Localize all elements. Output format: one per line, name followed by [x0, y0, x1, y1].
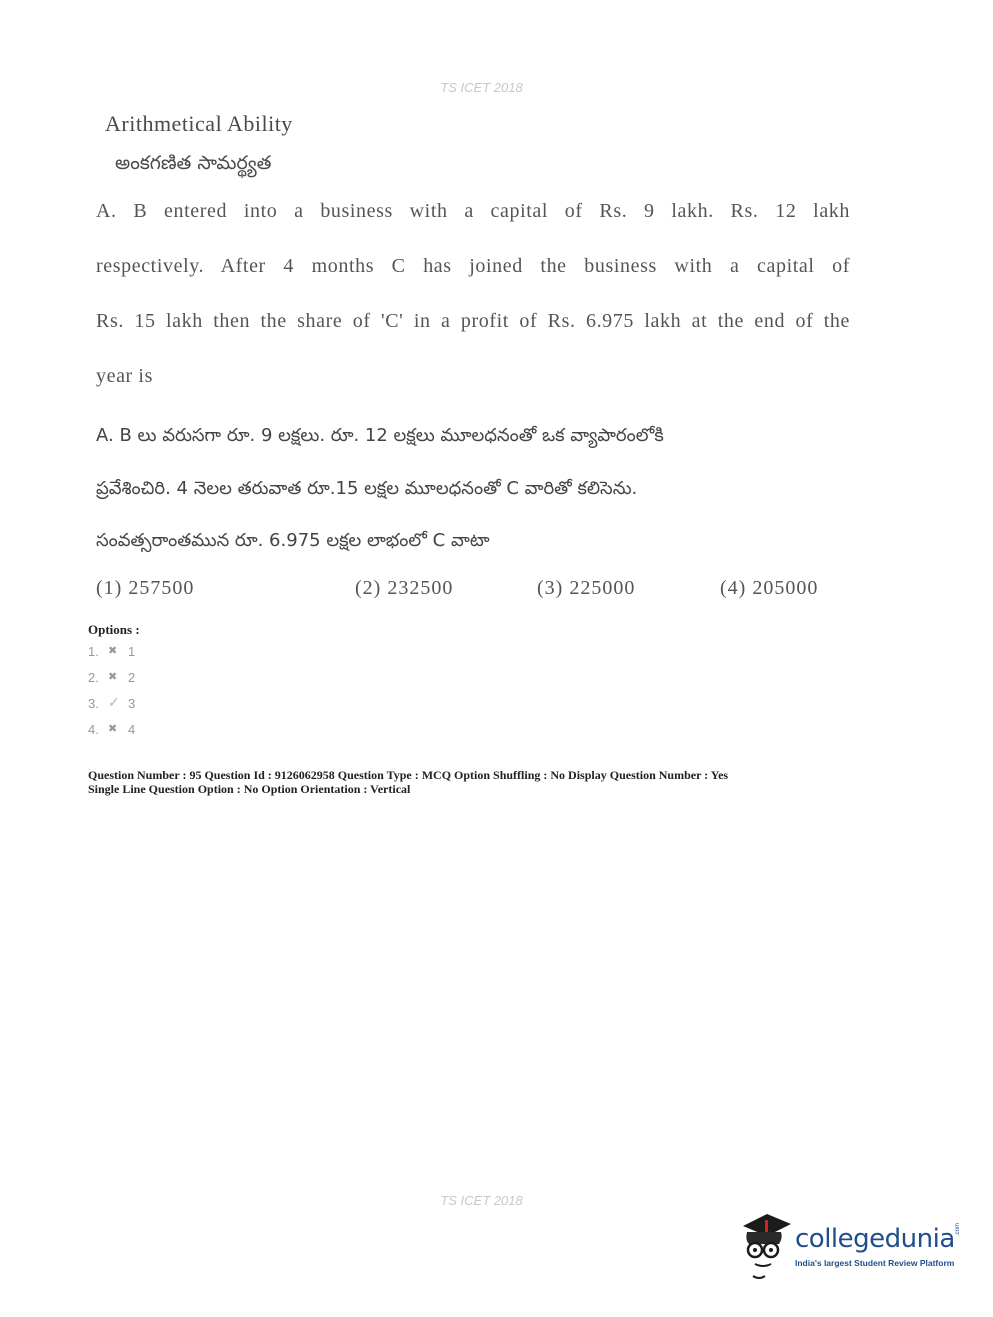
question-te-line-3: సంవత్సరాంతమున రూ. 6.975 లక్షల లాభంలో C వాటా: [96, 530, 490, 551]
logo-wordmark: collegedunia: [795, 1224, 955, 1254]
question-te-line-1: A. B లు వరుసగా రూ. 9 లక్షలు. రూ. 12 లక్షలు మూలధనంతో ఒక వ్యాపారంలోకి: [96, 425, 664, 446]
question-line-3: Rs. 15 lakh then the share of 'C' in a profit of Rs. 6.975 lakh at the end of the: [96, 310, 850, 332]
logo-suffix: .com: [955, 1222, 961, 1236]
watermark-top: TS ICET 2018: [440, 80, 523, 95]
section-title: Arithmetical Ability: [105, 111, 293, 136]
option-number: 1.: [88, 644, 99, 659]
question-line-4: year is: [96, 365, 153, 387]
choice-3: (3) 225000: [537, 577, 636, 599]
question-te-line-2: ప్రవేశించిరి. 4 నెలల తరువాత రూ.15 లక్షల మూలధనంతో C వారితో కలిసెను.: [96, 478, 638, 499]
option-label: 3: [128, 696, 136, 711]
cross-icon: ✖: [108, 723, 118, 735]
logo-tagline: India's largest Student Review Platform: [795, 1258, 955, 1268]
option-number: 3.: [88, 696, 99, 711]
collegedunia-logo: [735, 1210, 965, 1282]
mascot-icon: [735, 1210, 795, 1282]
choice-2: (2) 232500: [355, 577, 454, 599]
question-meta-line-2: Single Line Question Option : No Option Orientation : Vertical: [88, 782, 411, 796]
section-title-telugu: అంకగణిత సామర్థ్యత: [115, 152, 272, 174]
question-meta-line-1: Question Number : 95 Question Id : 9126062958 Question Type : MCQ Option Shuffling : No Display Question Number : Yes: [88, 768, 729, 782]
option-label: 2: [128, 670, 136, 685]
option-number: 4.: [88, 722, 99, 737]
options-title: Options :: [88, 622, 140, 637]
cross-icon: ✖: [108, 671, 118, 683]
choice-4: (4) 205000: [720, 577, 819, 599]
option-label: 1: [128, 644, 136, 659]
option-number: 2.: [88, 670, 99, 685]
option-label: 4: [128, 722, 136, 737]
choice-1: (1) 257500: [96, 577, 195, 599]
question-line-1: A. B entered into a business with a capital of Rs. 9 lakh. Rs. 12 lakh: [96, 200, 850, 222]
question-line-2: respectively. After 4 months C has joined the business with a capital of: [96, 255, 850, 277]
cross-icon: ✖: [108, 645, 118, 657]
check-icon: ✓: [108, 694, 120, 710]
watermark-bottom: TS ICET 2018: [440, 1193, 523, 1208]
